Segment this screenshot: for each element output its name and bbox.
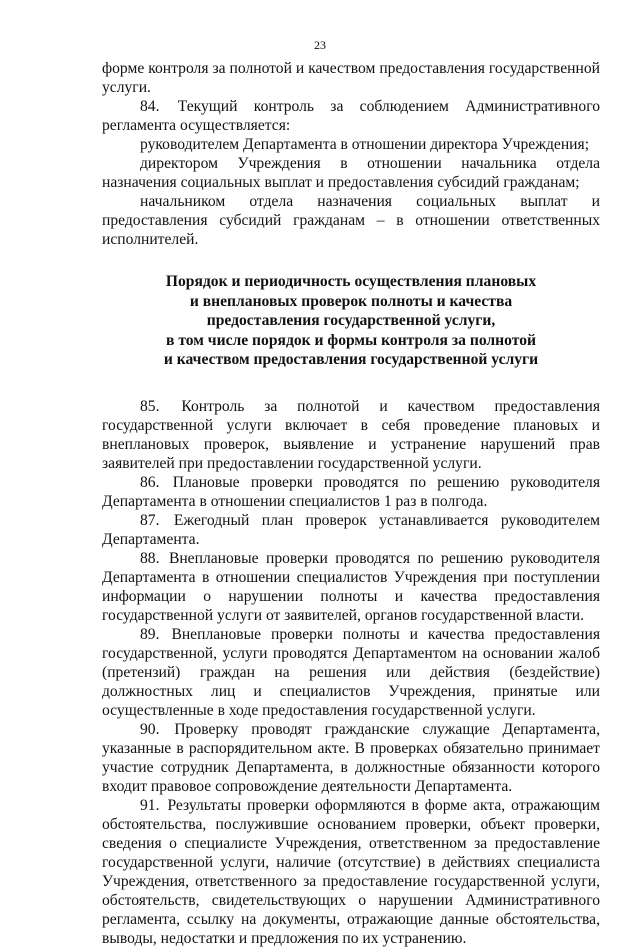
paragraph-84	[102, 97, 600, 135]
document-body	[102, 59, 600, 948]
paragraph-text: Контроль за полнотой и качеством предоставления государственной услуги включает в себя проведение плановых и внеплановых проверок, выявление и устранение нарушений прав заявителей при предоставлении государственной услуги.	[102, 397, 600, 472]
paragraph-88	[102, 549, 600, 625]
paragraph-number: 86.	[140, 473, 160, 491]
paragraph-87	[102, 511, 600, 549]
paragraph-91	[102, 796, 600, 948]
paragraph-number: 84.	[140, 98, 160, 115]
paragraph-90	[102, 720, 600, 796]
section-heading	[102, 272, 600, 370]
paragraph-89	[102, 625, 600, 720]
paragraph-number: 85.	[140, 397, 160, 415]
heading-line: Порядок и периодичность осуществления плановых	[165, 273, 537, 290]
heading-line: в том числе порядок и формы контроля за полнотой	[166, 331, 536, 349]
paragraph-text: директором Учреждения в отношении начальника отдела назначения социальных выплат и предоставления субсидий гражданам;	[102, 155, 600, 191]
paragraph-number: 89.	[140, 625, 160, 643]
heading-line: и внеплановых проверок полноты и качества	[189, 292, 513, 310]
page-number: 23	[314, 38, 326, 52]
paragraph-text: Внеплановые проверки полноты и качества предоставления государственной, услуги проводятся Департаментом на основании жалоб (претензий) граждан на решения или действия (бездействие) должностных лиц и специалистов Учреждения, принятые или осуществленные в ходе предоставления государственной услуги.	[102, 625, 600, 719]
paragraph-number: 91.	[140, 796, 160, 814]
paragraph-85	[102, 397, 600, 473]
paragraph-86	[102, 473, 600, 511]
paragraph-text: Ежегодный план проверок устанавливается руководителем Департамента.	[102, 511, 600, 548]
heading-line: предоставления государственной услуги,	[206, 312, 496, 329]
paragraph-84-item-2	[102, 154, 600, 192]
paragraph-continuation	[102, 59, 600, 97]
paragraph-text: Плановые проверки проводятся по решению руководителя Департамента в отношении специалистов 1 раз в полгода.	[102, 473, 600, 510]
paragraph-text: Внеплановые проверки проводятся по решению руководителя Департамента в отношении специалистов Учреждения при поступлении информации о нарушении полноты и качества предоставления государственной услуги от заявителей, органов государственной власти.	[102, 549, 600, 624]
paragraph-text: Текущий контроль за соблюдением Административного регламента осуществляется:	[102, 98, 600, 134]
paragraph-number: 87.	[140, 511, 160, 529]
paragraph-text: Результаты проверки оформляются в форме акта, отражающим обстоятельства, послужившие основанием проверки, объект проверки, сведения о специалисте Учреждения, ответственном за предоставление государственной услуги, наличие (отсутствие) в действиях специалиста Учреждения, ответственного за предоставление государственной услуги, обстоятельств, свидетельствующих о нарушении Административного регламента, ссылку на документы, отражающие данные обстоятельства, выводы, недостатки и предложения по их устранению.	[102, 796, 600, 947]
paragraph-text: начальником отдела назначения социальных выплат и предоставления субсидий гражданам – в отношении ответственных исполнителей.	[102, 193, 600, 248]
paragraph-number: 88.	[140, 549, 160, 567]
paragraph-84-item-1	[102, 135, 600, 154]
paragraph-text: руководителем Департамента в отношении директора Учреждения;	[140, 136, 590, 153]
heading-line: и качеством предоставления государственной услуги	[163, 351, 539, 368]
paragraph-text: Проверку проводят гражданские служащие Департамента, указанные в распорядительном акте. В проверках обязательно принимает участие сотрудник Департамента, в должностные обязанности которого входит правовое сопровождение деятельности Департамента.	[102, 720, 600, 795]
paragraph-84-item-3	[102, 192, 600, 249]
paragraph-number: 90.	[140, 720, 160, 738]
paragraph-text: форме контроля за полнотой и качеством предоставления государственной услуги.	[102, 60, 600, 96]
